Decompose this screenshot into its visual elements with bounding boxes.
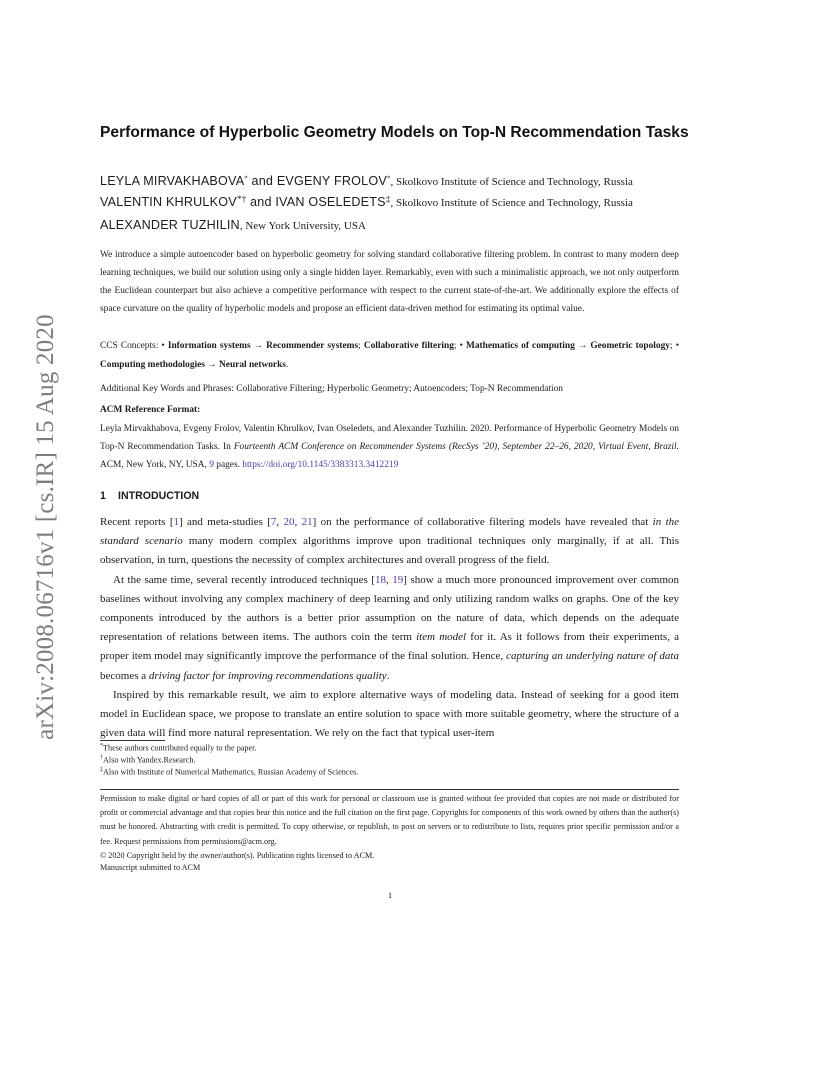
ccs-concept: Collaborative filtering bbox=[363, 341, 454, 351]
citation-link[interactable]: 1 bbox=[173, 516, 179, 528]
footnote bbox=[100, 743, 256, 753]
ccs-separator: ; bbox=[669, 341, 676, 351]
emphasis: item model bbox=[416, 631, 467, 644]
citation-link[interactable]: 20 bbox=[283, 516, 295, 528]
text-run: becomes a bbox=[100, 669, 149, 682]
text-run: Recent reports [ bbox=[100, 516, 174, 528]
ccs-concept: Computing methodologies → Neural networks bbox=[100, 359, 286, 370]
reference-format-heading: ACM Reference Format: bbox=[100, 405, 201, 415]
introduction-body bbox=[100, 513, 679, 743]
emphasis: capturing an underlying nature of data bbox=[506, 650, 679, 663]
page-number: 1 bbox=[387, 891, 393, 900]
text-run: , bbox=[385, 573, 393, 586]
author-name: EVGENY FROLOV bbox=[276, 174, 387, 188]
reference-publisher: ACM, New York, NY, USA, bbox=[100, 460, 210, 471]
author-mark: *† bbox=[236, 195, 247, 205]
ccs-concept: Mathematics of computing → Geometric topology bbox=[465, 341, 670, 351]
permission-notice: Permission to make digital or hard copies of all or part of this work for personal or classroom use is granted without fee provided that copies are not made or distributed for profit or commercial advantage and that copies bear this notice and the full citation on the first page. Copyrights for components of this work owned by others than the author(s) must be honored. Abstracting with credit is permitted. To copy otherwise, or republish, to post on servers or to redistribute to lists, requires prior specific permission and/or a fee. Request permissions from permissions@acm.org. bbox=[100, 794, 679, 846]
reference-pages: 9 bbox=[209, 460, 214, 471]
ccs-concept: Information systems → Recommender systems bbox=[167, 341, 359, 351]
reference-format bbox=[100, 420, 679, 475]
citation-link[interactable]: 7 bbox=[270, 516, 277, 528]
ccs-separator: ; bbox=[358, 341, 364, 351]
author-line-3 bbox=[100, 218, 366, 232]
footnote-mark: ‡ bbox=[100, 767, 103, 773]
manuscript-notice: Manuscript submitted to ACM bbox=[100, 863, 201, 872]
ccs-end: . bbox=[285, 359, 289, 370]
reference-pages-suffix: pages. bbox=[213, 460, 243, 471]
section-heading bbox=[100, 490, 199, 502]
text-run: many modern complex algorithms improve upon traditional techniques only marginally, if at all. This observation, in turn, questions the necessity of complex architectures and overall progress of the field. bbox=[100, 535, 680, 567]
text-run: for it. As it follows from their experiments, a proper item model may significantly improve the performance of the final solution. Hence, bbox=[100, 631, 679, 663]
author-name: IVAN OSELEDETS bbox=[275, 195, 386, 209]
footnote-text: These authors contributed equally to the paper. bbox=[103, 743, 257, 753]
footnote bbox=[100, 755, 196, 765]
text-run: ] and meta-studies [ bbox=[178, 516, 271, 528]
author-affiliation: , Skolkovo Institute of Science and Technology, Russia bbox=[390, 197, 633, 209]
ccs-concepts bbox=[100, 337, 679, 374]
citation-link[interactable]: 19 bbox=[392, 573, 404, 586]
paragraph bbox=[100, 571, 679, 686]
emphasis: driving factor for improving recommendations quality bbox=[148, 669, 387, 682]
footnote-mark: * bbox=[100, 743, 103, 749]
keywords: Additional Key Words and Phrases: Collaborative Filtering; Hyperbolic Geometry; Autoencoders; Top-N Recommendation bbox=[100, 384, 563, 394]
arxiv-sidebar bbox=[24, 292, 68, 762]
footnote-text: Also with Institute of Numerical Mathematics, Russian Academy of Sciences. bbox=[103, 767, 359, 777]
author-line-1 bbox=[100, 174, 633, 188]
author-affiliation: , New York University, USA bbox=[239, 220, 366, 232]
paragraph bbox=[100, 513, 679, 571]
doi-link[interactable]: https://doi.org/10.1145/3383313.3412219 bbox=[242, 460, 399, 471]
author-mark: * bbox=[386, 174, 391, 183]
text-run: ] on the performance of collaborative filtering models have revealed that bbox=[312, 516, 653, 528]
footnote bbox=[100, 767, 358, 777]
footnote-divider bbox=[100, 740, 165, 741]
author-name: LEYLA MIRVAKHABOVA bbox=[100, 174, 245, 188]
author-line-2 bbox=[100, 195, 633, 209]
reference-text: Leyla Mirvakhabova, Evgeny Frolov, Valentin Khrulkov, Ivan Oseledets, and Alexander Tuzhilin. 2020. Performance of Hyperbolic Geometry Models on Top-N Recommendation Tasks. In bbox=[100, 424, 679, 453]
emphasis: in the standard scenario bbox=[100, 516, 680, 548]
paper-title: Performance of Hyperbolic Geometry Models on Top-N Recommendation Tasks bbox=[100, 124, 689, 141]
arxiv-identifier: arXiv:2008.06716v1 [cs.IR] 15 Aug 2020 bbox=[32, 314, 59, 740]
text-run: , bbox=[294, 516, 302, 528]
abstract: We introduce a simple autoencoder based on hyperbolic geometry for solving standard collaborative filtering problem. In contrast to many modern deep learning techniques, we build our solution using only a single hidden layer. Remarkably, even with such a minimalistic approach, we not only outperform the Euclidean counterpart but also achieve a competitive performance with respect to the current state-of-the-art. We additionally explore the effects of space curvature on the quality of hyperbolic models and propose an efficient data-driven method for estimating its optimal value. bbox=[100, 250, 679, 315]
ccs-separator: ; bbox=[453, 341, 460, 351]
author-conjunction: and bbox=[247, 174, 277, 188]
text-run: At the same time, several recently introduced techniques [ bbox=[113, 573, 375, 586]
author-name: VALENTIN KHRULKOV bbox=[100, 195, 237, 209]
section-title: INTRODUCTION bbox=[118, 490, 200, 502]
ccs-prefix: CCS Concepts: bbox=[100, 341, 162, 351]
copyright-notice: © 2020 Copyright held by the owner/author(s). Publication rights licensed to ACM. bbox=[100, 851, 375, 860]
footnote-text: Also with Yandex.Research. bbox=[103, 755, 196, 765]
author-conjunction: and bbox=[246, 195, 276, 209]
ccs-bullet: • bbox=[161, 341, 168, 351]
author-mark: * bbox=[244, 174, 248, 183]
author-mark: ‡ bbox=[385, 195, 391, 205]
text-run: . bbox=[386, 669, 390, 682]
footnote-mark: † bbox=[100, 755, 103, 761]
ccs-bullet: • bbox=[459, 341, 466, 351]
author-name: ALEXANDER TUZHILIN bbox=[100, 218, 240, 232]
author-affiliation: , Skolkovo Institute of Science and Technology, Russia bbox=[390, 176, 633, 188]
section-number: 1 bbox=[100, 490, 106, 502]
permission-divider bbox=[100, 789, 679, 790]
paragraph: Inspired by this remarkable result, we aim to explore alternative ways of modeling data. Instead of seeking for a good item model in Euclidean space, we propose to translate an entire solution to space with more suitable geometry, where the structure of a given data will find more natural representation. We rely on the fact that typical user-item bbox=[100, 688, 679, 740]
citation-link[interactable]: 18 bbox=[374, 573, 386, 586]
text-run: ] show a much more pronounced improvement over common baselines without involving any complex machinery of deep learning and only utilizing random walks on graphs. One of the key components introduced by the authors is a better prior assumption on the nature of data, which depends on the adequate representation of relations between items. The authors coin the term bbox=[100, 573, 680, 644]
ccs-bullet: • bbox=[675, 341, 679, 351]
citation-link[interactable]: 21 bbox=[301, 516, 313, 528]
text-run: , bbox=[276, 516, 284, 528]
reference-venue: Fourteenth ACM Conference on Recommender Systems (RecSys ’20), September 22–26, 2020, Virtual Event, Brazil. bbox=[233, 442, 679, 453]
